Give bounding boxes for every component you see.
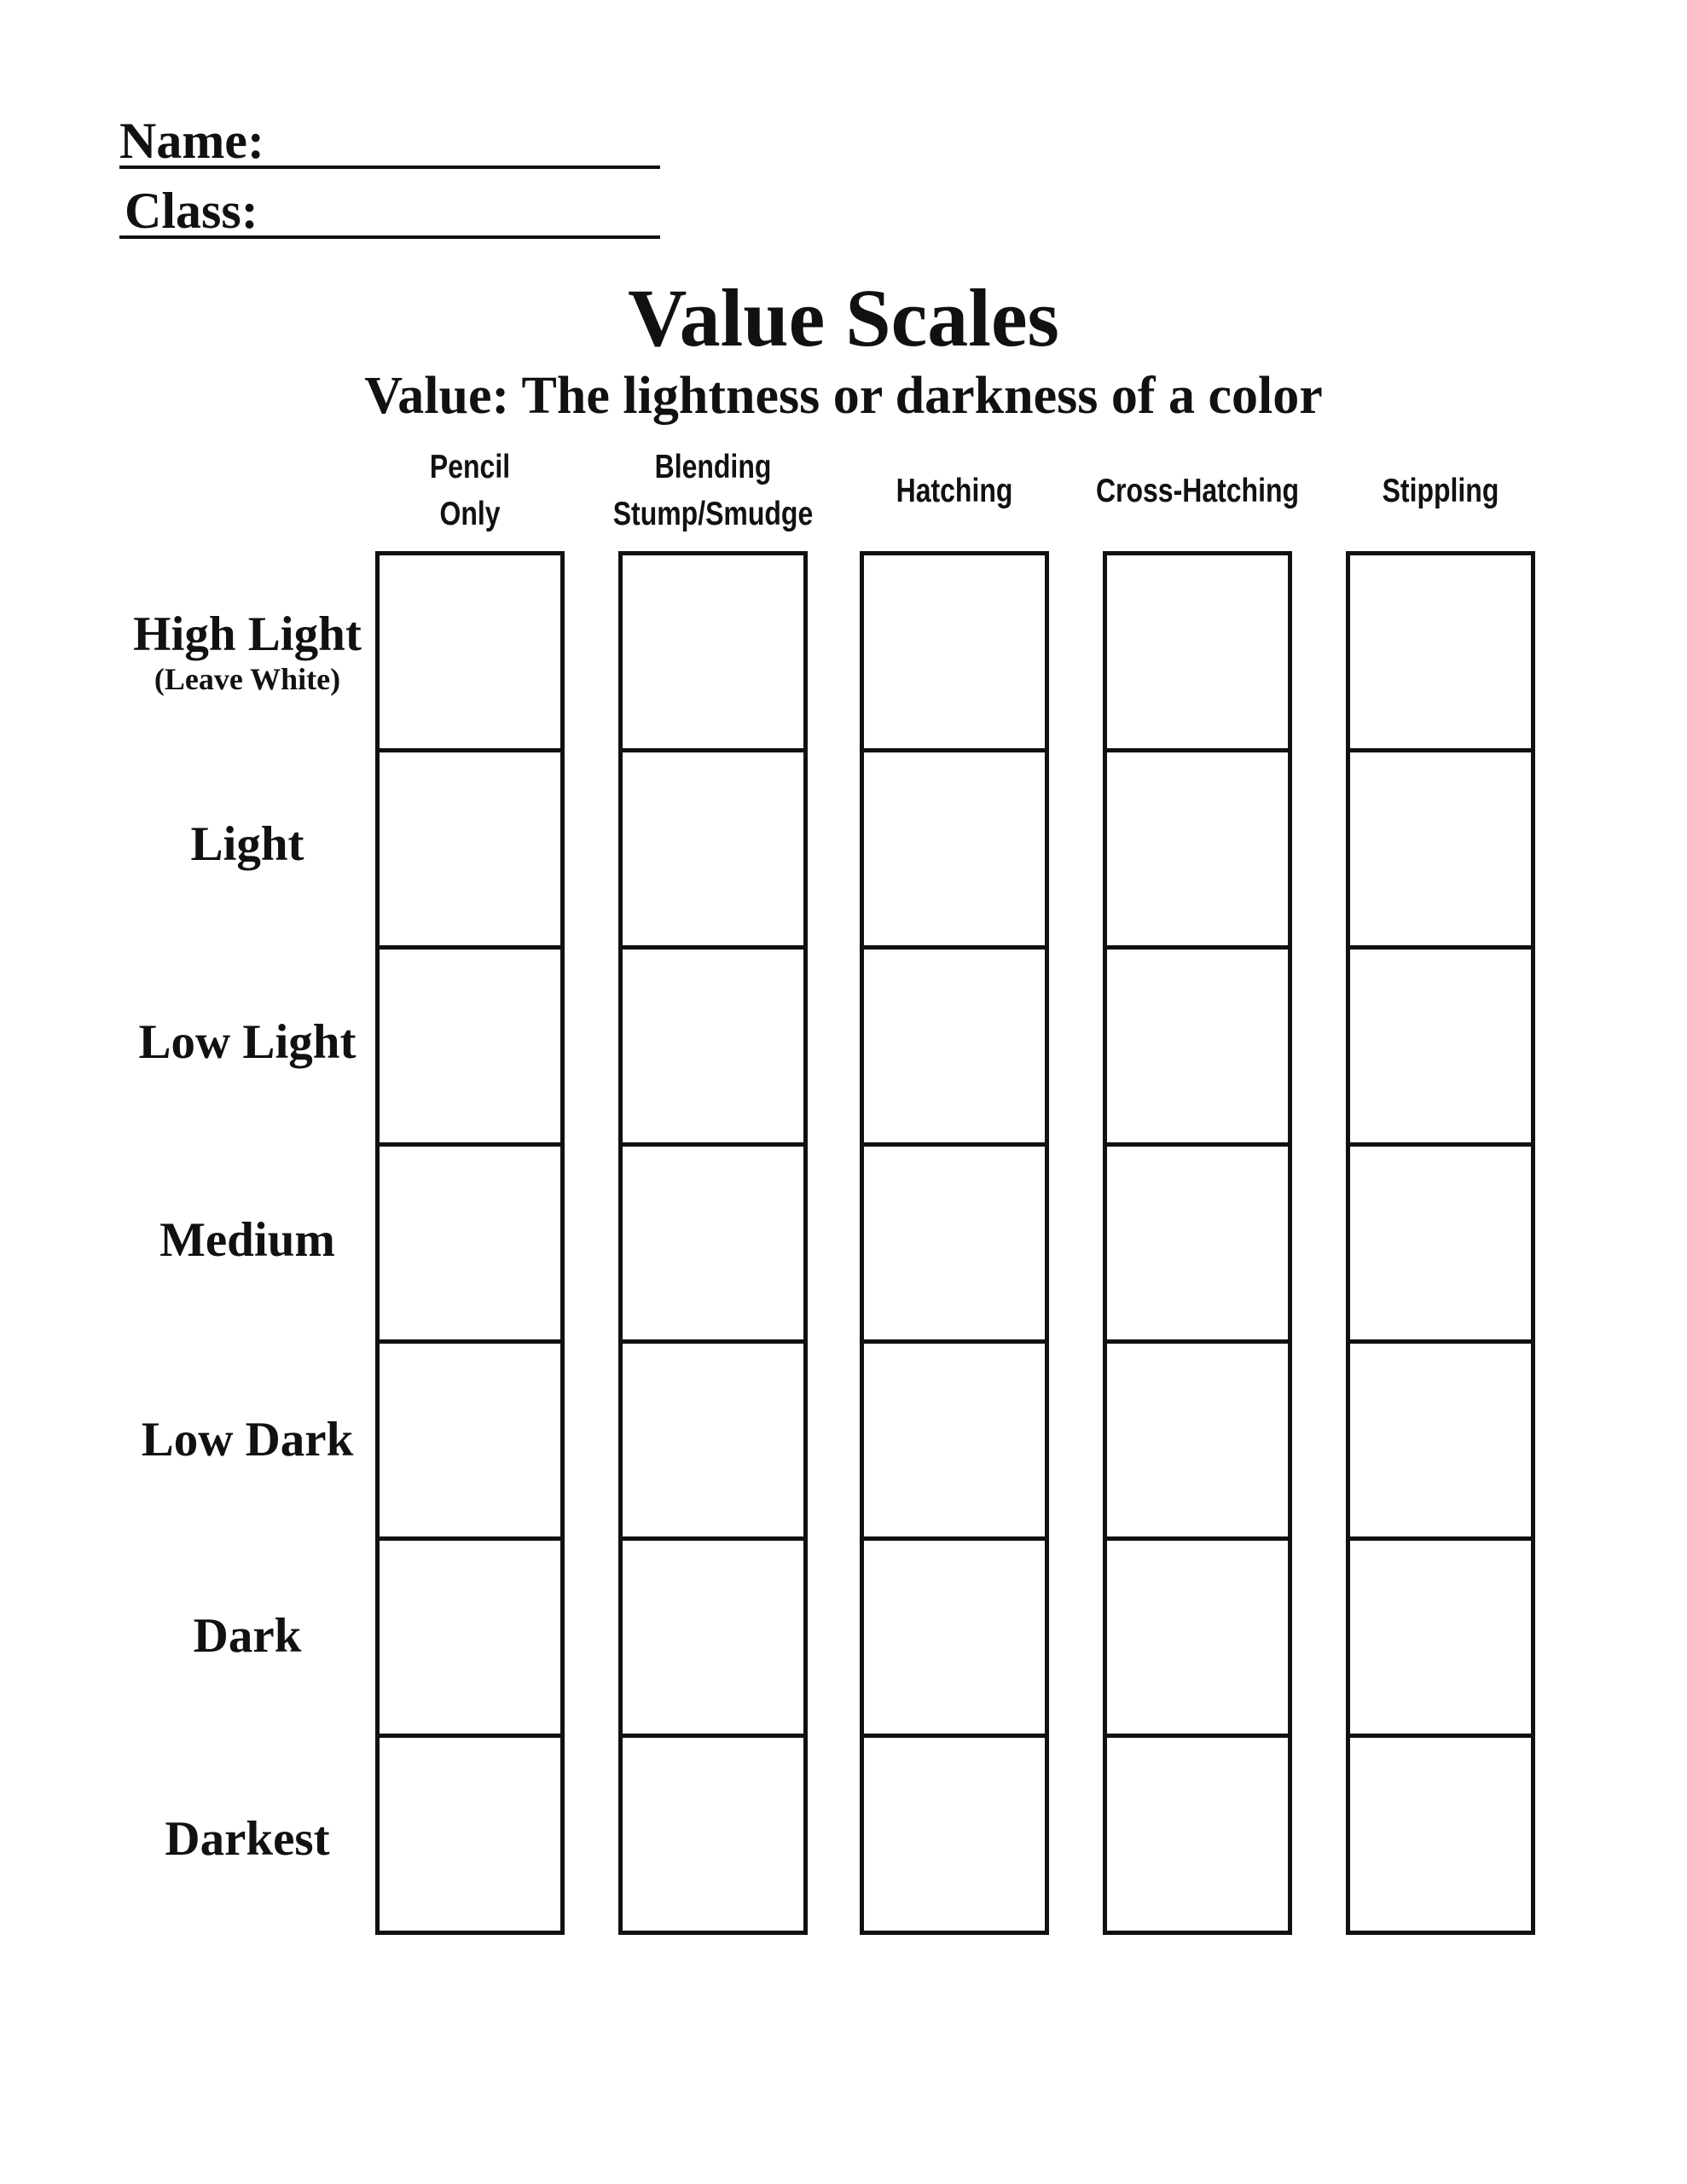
row-label-high-light (111, 607, 384, 696)
column-header-hatching (849, 444, 1059, 537)
name-label: Name: (119, 113, 264, 169)
scale-cell-light[interactable] (864, 752, 1045, 950)
column-header-line: Blending (654, 449, 772, 485)
scale-cell-darkest[interactable] (1350, 1738, 1531, 1931)
page-title: Value Scales (628, 272, 1059, 363)
column-header-blending (608, 444, 818, 537)
scale-cell-low-dark[interactable] (623, 1344, 803, 1541)
row-label-low-light (111, 1015, 384, 1070)
class-field[interactable] (119, 183, 660, 239)
row-label-text: Darkest (165, 1812, 330, 1866)
scale-cell-darkest[interactable] (623, 1738, 803, 1931)
column-header-pencil-only (365, 444, 575, 537)
scale-cell-low-light[interactable] (1107, 950, 1288, 1147)
page-subtitle: Value: The lightness or darkness of a color (364, 367, 1323, 425)
value-scale-hatching (860, 551, 1049, 1935)
column-header-line: Stippling (1382, 472, 1499, 509)
row-label-low-dark (111, 1413, 384, 1467)
row-label-text: Light (190, 817, 304, 871)
scale-cell-medium[interactable] (1350, 1147, 1531, 1344)
row-label-darkest (111, 1812, 384, 1867)
scale-cell-high-light[interactable] (1107, 555, 1288, 752)
scale-cell-low-light[interactable] (380, 950, 560, 1147)
scale-cell-low-dark[interactable] (864, 1344, 1045, 1541)
column-header-line: Pencil (429, 449, 511, 485)
column-header-line: Cross-Hatching (1095, 472, 1300, 509)
class-label: Class: (125, 183, 258, 239)
scale-cell-medium[interactable] (380, 1147, 560, 1344)
value-scale-stippling (1346, 551, 1535, 1935)
scale-cell-low-dark[interactable] (1107, 1344, 1288, 1541)
column-header-line: Hatching (896, 472, 1013, 509)
scale-cell-light[interactable] (1107, 752, 1288, 950)
name-field[interactable] (119, 113, 660, 169)
scale-cell-dark[interactable] (1107, 1541, 1288, 1738)
scale-cell-low-dark[interactable] (380, 1344, 560, 1541)
scale-cell-light[interactable] (1350, 752, 1531, 950)
scale-cell-high-light[interactable] (623, 555, 803, 752)
scale-cell-darkest[interactable] (1107, 1738, 1288, 1931)
row-label-text: High Light (133, 607, 362, 661)
scale-cell-low-light[interactable] (1350, 950, 1531, 1147)
scale-cell-darkest[interactable] (864, 1738, 1045, 1931)
value-scale-blending (618, 551, 808, 1935)
row-label-light (111, 817, 384, 872)
row-label-text: Low Dark (141, 1413, 354, 1467)
row-label-text: Low Light (138, 1015, 357, 1069)
scale-cell-dark[interactable] (864, 1541, 1045, 1738)
scale-cell-high-light[interactable] (1350, 555, 1531, 752)
row-label-dark (111, 1609, 384, 1664)
scale-cell-medium[interactable] (864, 1147, 1045, 1344)
row-sublabel-text: (Leave White) (154, 662, 341, 696)
scale-cell-high-light[interactable] (380, 555, 560, 752)
row-label-medium (111, 1213, 384, 1268)
column-header-line: Stump/Smudge (612, 496, 814, 532)
scale-cell-darkest[interactable] (380, 1738, 560, 1931)
scale-cell-low-dark[interactable] (1350, 1344, 1531, 1541)
column-header-line: Only (439, 496, 501, 532)
value-scale-cross-hatching (1103, 551, 1292, 1935)
scale-cell-dark[interactable] (380, 1541, 560, 1738)
scale-cell-medium[interactable] (1107, 1147, 1288, 1344)
column-header-cross-hatching (1093, 444, 1302, 537)
scale-cell-low-light[interactable] (864, 950, 1045, 1147)
value-scale-pencil-only (375, 551, 565, 1935)
scale-cell-low-light[interactable] (623, 950, 803, 1147)
column-header-stippling (1336, 444, 1545, 537)
scale-cell-medium[interactable] (623, 1147, 803, 1344)
scale-cell-dark[interactable] (1350, 1541, 1531, 1738)
row-label-text: Medium (159, 1213, 335, 1267)
scale-cell-high-light[interactable] (864, 555, 1045, 752)
scale-cell-dark[interactable] (623, 1541, 803, 1738)
scale-cell-light[interactable] (380, 752, 560, 950)
row-label-text: Dark (193, 1609, 302, 1663)
scale-cell-light[interactable] (623, 752, 803, 950)
